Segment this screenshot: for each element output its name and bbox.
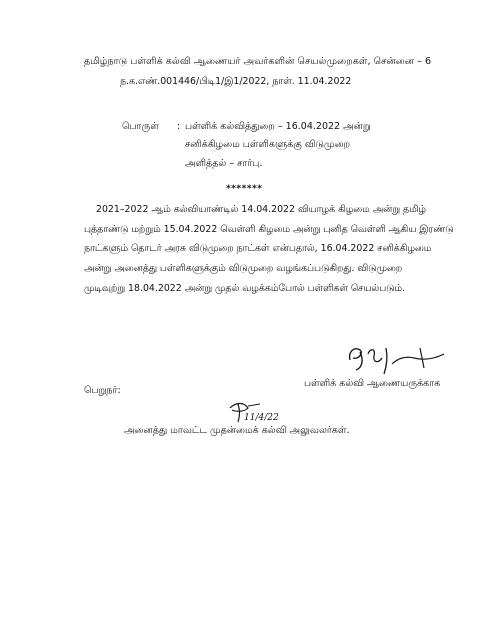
initials-date: 11/4/22 bbox=[244, 413, 279, 423]
recipient-label: பெறுநர்: bbox=[84, 385, 121, 396]
subject-line-1: பள்ளிக் கல்வித்துறை – 16.04.2022 அன்று bbox=[185, 121, 371, 132]
recipient-list: அனைத்து மாவட்ட முதன்மைக் கல்வி அலுவலர்கள். bbox=[124, 425, 350, 436]
body-line-2: புத்தாண்டு மற்றும் 15.04.2022 வெள்ளி கிழமை அன்று புனித வெள்ளி ஆகிய இரண்டு bbox=[84, 224, 454, 235]
body-line-5: முடிவுற்று 18.04.2022 அன்று முதல் வழக்கம்போல் பள்ளிகள் செயல்படும். bbox=[84, 283, 406, 294]
reference-number-date: ந.க.எண்.001446/பிடி1/இ1/2022, நாள். 11.04.2022 bbox=[120, 76, 352, 87]
signatory-designation: பள்ளிக் கல்வி ஆணையருக்காக bbox=[304, 378, 441, 389]
subject-colon: : bbox=[177, 121, 181, 132]
commissioner-signature bbox=[340, 338, 450, 378]
body-line-3: நாட்களும் தொடர் அரசு விடுமுறை நாட்கள் என்பதால், 16.04.2022 சனிக்கிழமை bbox=[84, 243, 432, 254]
body-line-4: அன்று அனைத்து பள்ளிகளுக்கும் விடுமுறை வழங்கப்படுகிறது. விடுமுறை bbox=[84, 263, 403, 274]
separator-stars: ******* bbox=[226, 184, 263, 194]
subject-line-2: சனிக்கிழமை பள்ளிகளுக்கு விடுமுறை bbox=[185, 139, 351, 150]
subject-label: பொருள் bbox=[122, 121, 159, 132]
body-line-1: 2021–2022 ஆம் கல்வியாண்டில் 14.04.2022 வியாழக் கிழமை அன்று தமிழ் bbox=[96, 204, 426, 215]
header-title: தமிழ்நாடு பள்ளிக் கல்வி ஆணையர் அவர்களின் செயல்முறைகள், சென்னை – 6 bbox=[84, 56, 432, 67]
subject-line-3: அளித்தல் – சார்பு. bbox=[185, 158, 263, 169]
